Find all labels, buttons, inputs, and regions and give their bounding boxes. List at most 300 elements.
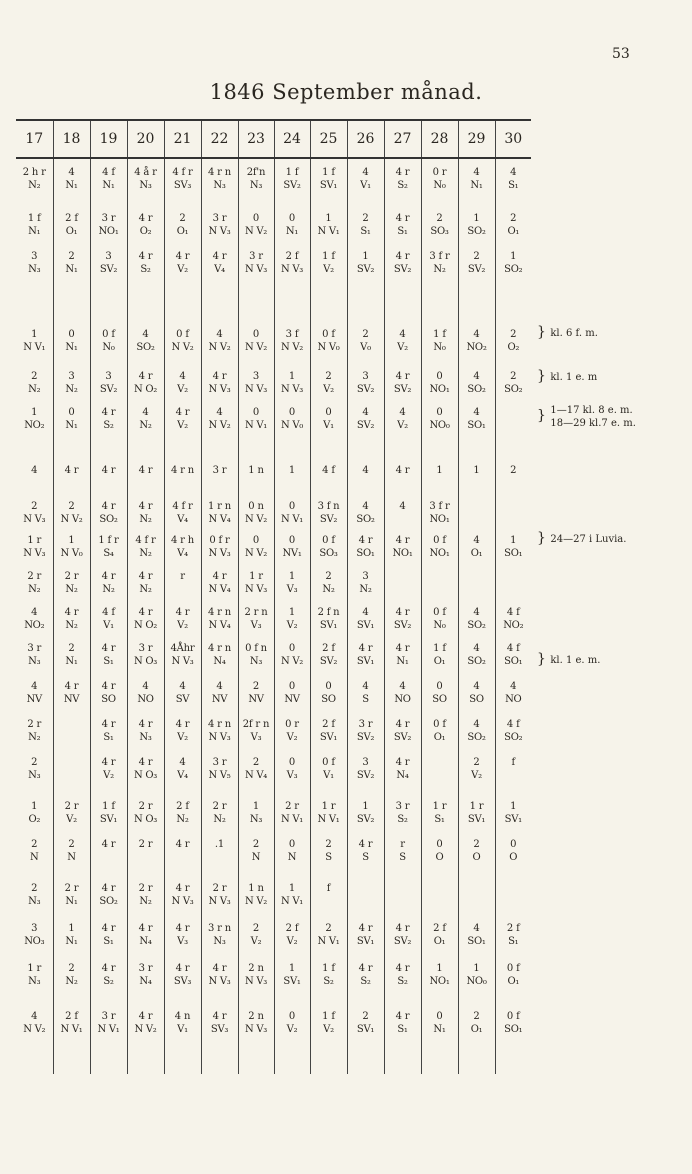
- table-cell: [421, 404, 458, 462]
- table-cell: [53, 754, 90, 798]
- wind-direction: N₂: [139, 896, 152, 907]
- table-cell: [458, 960, 495, 1008]
- table-cell: [310, 326, 347, 368]
- table-cell: [347, 498, 384, 532]
- weather-reading: 2 r: [64, 801, 79, 812]
- table-cell: [384, 210, 421, 248]
- wind-direction: O₁: [507, 976, 520, 987]
- table-row: [16, 158, 531, 210]
- table-row: [16, 404, 531, 462]
- weather-reading: 2: [325, 839, 332, 850]
- weather-reading: 4 r: [138, 501, 153, 512]
- wind-direction: V₂: [177, 264, 188, 275]
- table-row: [16, 326, 531, 368]
- table-row: [16, 640, 531, 678]
- wind-direction: N V₁: [317, 226, 340, 237]
- weather-reading: 0 f: [322, 329, 335, 340]
- weather-reading: 2 n: [248, 963, 264, 974]
- table-cell: [310, 462, 347, 498]
- wind-direction: V₄: [177, 770, 188, 781]
- table-cell: [347, 798, 384, 836]
- table-cell: [90, 1008, 127, 1074]
- table-cell: [53, 836, 90, 880]
- table-cell: [495, 920, 531, 960]
- weather-reading: 2f'n: [246, 167, 266, 178]
- wind-direction: V₀: [360, 342, 371, 353]
- wind-direction: N₃: [213, 180, 226, 191]
- weather-reading: 2 f: [65, 213, 78, 224]
- wind-direction: N₂: [322, 584, 335, 595]
- table-cell: [164, 798, 201, 836]
- wind-direction: O: [472, 852, 481, 863]
- table-cell: [274, 960, 310, 1008]
- weather-reading: 4 r: [101, 883, 116, 894]
- weather-reading: 3 r n: [208, 923, 231, 934]
- table-cell: [384, 960, 421, 1008]
- wind-direction: N₂: [139, 420, 152, 431]
- wind-direction: N V₁: [245, 420, 267, 431]
- weather-reading: 2 f: [506, 923, 520, 934]
- wind-direction: N₃: [249, 814, 263, 825]
- weather-reading: 1: [473, 465, 480, 476]
- table-cell: [127, 368, 164, 404]
- wind-direction: O₂: [139, 226, 152, 237]
- table-cell: [310, 678, 347, 716]
- weather-reading: 1: [68, 535, 75, 546]
- wind-direction: N V₁: [97, 1024, 120, 1035]
- table-cell: [238, 404, 274, 462]
- weather-reading: 4 r: [395, 757, 410, 768]
- table-cell: [127, 498, 164, 532]
- weather-reading: 3 r: [212, 757, 227, 768]
- wind-direction: V₂: [286, 936, 298, 947]
- table-cell: [16, 754, 53, 798]
- wind-direction: SV₂: [356, 732, 375, 743]
- weather-reading: 3 r: [138, 643, 153, 654]
- table-cell: [347, 404, 384, 462]
- weather-reading: 2 r: [64, 571, 79, 582]
- table-cell: [127, 880, 164, 920]
- wind-direction: SO₁: [467, 420, 486, 431]
- table-cell: [201, 960, 238, 1008]
- wind-direction: [422, 769, 458, 783]
- table-cell: [421, 716, 458, 754]
- brace-icon: }: [537, 651, 551, 667]
- weather-reading: 3 r: [358, 719, 373, 730]
- wind-direction: SV₁: [356, 1024, 375, 1035]
- weather-reading: 4 r: [101, 643, 116, 654]
- weather-reading: 4 r: [358, 643, 373, 654]
- weather-reading: 1 f: [322, 251, 335, 262]
- wind-direction: NO: [505, 694, 522, 705]
- wind-direction: SV₁: [319, 180, 338, 191]
- wind-direction: [311, 477, 347, 491]
- wind-direction: N₁: [102, 180, 115, 191]
- wind-direction: NO₁: [98, 226, 119, 237]
- weather-reading: 1: [288, 571, 296, 582]
- weather-reading: 1: [288, 883, 296, 894]
- weather-reading: [385, 883, 421, 895]
- wind-direction: SO: [101, 694, 116, 705]
- wind-direction: V₂: [177, 420, 188, 431]
- wind-direction: NO: [394, 694, 411, 705]
- wind-direction: SV₂: [356, 384, 375, 395]
- weather-reading: 1: [473, 963, 480, 974]
- weather-reading: 4: [473, 407, 480, 418]
- table-cell: [127, 248, 164, 326]
- brace-icon: }: [537, 324, 551, 340]
- table-cell: [274, 404, 310, 462]
- wind-direction: S₂: [397, 976, 408, 987]
- weather-reading: 4 r: [138, 465, 153, 476]
- wind-direction: SO₂: [467, 732, 486, 743]
- table-cell: [421, 368, 458, 404]
- weather-reading: 4 f r: [135, 535, 156, 546]
- wind-direction: [311, 895, 347, 909]
- table-cell: [16, 678, 53, 716]
- table-cell: [458, 920, 495, 960]
- weather-reading: 3: [105, 371, 112, 382]
- wind-direction: N₂: [28, 180, 41, 191]
- table-row: [16, 798, 531, 836]
- table-cell: [16, 326, 53, 368]
- table-cell: [16, 404, 53, 462]
- weather-reading: r: [180, 571, 185, 582]
- table-cell: [53, 532, 90, 568]
- wind-direction: S₁: [397, 1024, 408, 1035]
- weather-reading: 4: [473, 167, 480, 178]
- margin-note-line: kl. 6 f. m.: [550, 328, 598, 339]
- wind-direction: SV₁: [319, 732, 338, 743]
- weather-reading: 0: [252, 329, 260, 340]
- weather-reading: 4 r: [212, 371, 227, 382]
- day-header: 23: [238, 120, 274, 158]
- wind-direction: SV₁: [283, 976, 301, 987]
- weather-reading: 2: [436, 213, 443, 224]
- table-cell: [421, 1008, 458, 1074]
- weather-reading: 1 r: [469, 801, 484, 812]
- table-cell: [458, 640, 495, 678]
- weather-reading: [496, 883, 532, 895]
- table-cell: [238, 568, 274, 604]
- weather-reading: 2: [473, 757, 480, 768]
- weather-reading: 4 r: [175, 963, 190, 974]
- table-cell: [238, 368, 274, 404]
- table-cell: [495, 368, 531, 404]
- weather-reading: 0: [436, 371, 443, 382]
- weather-table: [16, 119, 531, 1074]
- wind-direction: V₂: [323, 384, 334, 395]
- weather-reading: 3 r: [212, 213, 227, 224]
- weather-reading: 2 f: [176, 801, 189, 812]
- weather-reading: 4 r n: [208, 719, 231, 730]
- table-cell: [384, 532, 421, 568]
- table-cell: [201, 158, 238, 210]
- table-cell: [238, 462, 274, 498]
- table-cell: [310, 640, 347, 678]
- table-cell: [495, 532, 531, 568]
- wind-direction: NO₂: [503, 620, 524, 631]
- wind-direction: N₂: [102, 584, 115, 595]
- wind-direction: N V₃: [23, 548, 46, 559]
- table-cell: [347, 880, 384, 920]
- weather-reading: 0: [288, 681, 296, 692]
- wind-direction: [422, 895, 458, 909]
- weather-reading: 0: [288, 213, 296, 224]
- table-cell: [384, 568, 421, 604]
- wind-direction: S₁: [434, 814, 445, 825]
- weather-reading: 0: [436, 1011, 443, 1022]
- wind-direction: [54, 477, 90, 491]
- wind-direction: N V₁: [281, 896, 303, 907]
- table-cell: [201, 1008, 238, 1074]
- wind-direction: SV₂: [393, 264, 412, 275]
- wind-direction: S₂: [360, 976, 371, 987]
- wind-direction: SV₂: [393, 732, 412, 743]
- wind-direction: V₁: [323, 770, 334, 781]
- table-cell: [421, 568, 458, 604]
- wind-direction: SV₃: [173, 976, 192, 987]
- table-cell: [421, 960, 458, 1008]
- weather-reading: 4 r: [212, 571, 227, 582]
- weather-reading: 4: [31, 681, 38, 692]
- table-cell: [310, 604, 347, 640]
- table-cell: [384, 498, 421, 532]
- weather-reading: [422, 883, 458, 895]
- table-cell: [90, 798, 127, 836]
- table-cell: [201, 568, 238, 604]
- table-cell: [53, 880, 90, 920]
- table-cell: [421, 462, 458, 498]
- wind-direction: N V₁: [281, 514, 303, 525]
- wind-direction: O₂: [507, 342, 520, 353]
- weather-reading: 2 f: [285, 251, 299, 262]
- weather-reading: 4: [510, 681, 517, 692]
- table-cell: [127, 462, 164, 498]
- table-cell: [238, 920, 274, 960]
- wind-direction: NO₀: [466, 976, 487, 987]
- table-cell: [164, 960, 201, 1008]
- weather-reading: 4 r: [358, 963, 373, 974]
- weather-reading: 4 r: [101, 963, 116, 974]
- weather-reading: 2 r: [138, 883, 153, 894]
- table-cell: [347, 326, 384, 368]
- weather-reading: 0: [288, 643, 296, 654]
- day-header: 22: [201, 120, 238, 158]
- table-cell: [53, 960, 90, 1008]
- wind-direction: N₁: [433, 1024, 446, 1035]
- weather-reading: 1 n: [248, 465, 264, 476]
- wind-direction: V₄: [177, 514, 188, 525]
- weather-reading: 1: [288, 963, 296, 974]
- table-cell: [90, 210, 127, 248]
- table-cell: [310, 210, 347, 248]
- table-cell: [53, 920, 90, 960]
- table-cell: [90, 326, 127, 368]
- table-row: [16, 1008, 531, 1074]
- wind-direction: [165, 851, 201, 865]
- table-cell: [310, 498, 347, 532]
- table-cell: [164, 678, 201, 716]
- wind-direction: V₂: [323, 264, 334, 275]
- table-row: [16, 498, 531, 532]
- table-cell: [310, 158, 347, 210]
- weather-reading: 4 r: [395, 167, 410, 178]
- weather-reading: 0 f: [506, 1011, 520, 1022]
- wind-direction: NV: [284, 694, 300, 705]
- weather-reading: 1: [473, 213, 480, 224]
- weather-reading: 0: [252, 407, 260, 418]
- weather-reading: 0: [436, 681, 443, 692]
- wind-direction: V₂: [286, 620, 298, 631]
- wind-direction: N O₃: [134, 770, 157, 781]
- table-cell: [201, 880, 238, 920]
- wind-direction: [385, 895, 421, 909]
- weather-reading: 2: [179, 213, 186, 224]
- table-cell: [347, 248, 384, 326]
- weather-reading: 2 r: [138, 839, 153, 850]
- table-cell: [127, 716, 164, 754]
- table-cell: [495, 880, 531, 920]
- table-cell: [53, 716, 90, 754]
- table-cell: [164, 640, 201, 678]
- table-cell: [274, 568, 310, 604]
- weather-reading: 4 r: [358, 535, 373, 546]
- wind-direction: N₂: [28, 384, 41, 395]
- table-row: [16, 532, 531, 568]
- wind-direction: N V₃: [245, 584, 267, 595]
- weather-reading: 4 r: [175, 883, 190, 894]
- weather-reading: 4 r: [395, 213, 410, 224]
- wind-direction: N V₁: [60, 1024, 83, 1035]
- weather-reading: 4: [473, 643, 480, 654]
- table-cell: [384, 158, 421, 210]
- weather-reading: 4: [473, 535, 480, 546]
- table-cell: [421, 604, 458, 640]
- table-cell: [495, 836, 531, 880]
- table-cell: [347, 678, 384, 716]
- weather-reading: [459, 501, 495, 513]
- table-cell: [201, 498, 238, 532]
- wind-direction: S₁: [103, 656, 114, 667]
- wind-direction: SO₁: [504, 656, 523, 667]
- table-cell: [201, 920, 238, 960]
- weather-reading: 2 r: [27, 719, 42, 730]
- weather-reading: 4: [142, 407, 149, 418]
- table-cell: [458, 210, 495, 248]
- table-row: [16, 462, 531, 498]
- weather-reading: 4 r h: [171, 535, 194, 546]
- table-cell: [16, 462, 53, 498]
- wind-direction: N V₂: [208, 420, 231, 431]
- table-cell: [495, 248, 531, 326]
- day-header: 18: [53, 120, 90, 158]
- table-cell: [495, 640, 531, 678]
- table-cell: [421, 920, 458, 960]
- day-header: 25: [310, 120, 347, 158]
- weather-reading: 4: [179, 681, 186, 692]
- table-cell: [238, 880, 274, 920]
- weather-reading: 4 f: [506, 719, 520, 730]
- table-cell: [127, 640, 164, 678]
- table-cell: [274, 640, 310, 678]
- table-cell: [458, 498, 495, 532]
- table-cell: [53, 798, 90, 836]
- wind-direction: N V₃: [245, 264, 267, 275]
- weather-reading: 2 f: [433, 923, 446, 934]
- table-cell: [384, 1008, 421, 1074]
- wind-direction: N₁: [65, 656, 78, 667]
- table-cell: [310, 568, 347, 604]
- weather-reading: 0: [325, 407, 332, 418]
- wind-direction: [16, 477, 53, 491]
- weather-reading: 4 r: [358, 923, 373, 934]
- weather-reading: [422, 757, 458, 769]
- table-cell: [274, 798, 310, 836]
- table-cell: [495, 604, 531, 640]
- weather-reading: 4: [68, 167, 75, 178]
- wind-direction: N₄: [139, 976, 152, 987]
- wind-direction: SO₁: [467, 936, 486, 947]
- weather-reading: 3 f n: [317, 501, 340, 512]
- table-cell: [164, 158, 201, 210]
- weather-reading: 2: [68, 501, 75, 512]
- wind-direction: [496, 477, 532, 491]
- wind-direction: N₃: [139, 180, 152, 191]
- wind-direction: N₂: [213, 814, 226, 825]
- table-cell: [384, 716, 421, 754]
- weather-reading: 2 f: [65, 1011, 78, 1022]
- table-row: [16, 678, 531, 716]
- weather-reading: 1: [510, 535, 517, 546]
- table-cell: [458, 716, 495, 754]
- weather-reading: 4 r: [64, 465, 79, 476]
- wind-direction: V₂: [66, 814, 77, 825]
- wind-direction: SO: [432, 694, 447, 705]
- wind-direction: N V₂: [245, 514, 267, 525]
- table-cell: [458, 604, 495, 640]
- weather-reading: f: [511, 757, 515, 768]
- weather-reading: 0: [288, 535, 296, 546]
- wind-direction: N V₀: [60, 548, 83, 559]
- table-cell: [201, 754, 238, 798]
- margin-note: [537, 532, 626, 546]
- table-cell: [274, 920, 310, 960]
- wind-direction: [496, 895, 532, 909]
- wind-direction: N₃: [28, 976, 41, 987]
- table-cell: [16, 498, 53, 532]
- weather-reading: 4 r: [138, 719, 153, 730]
- wind-direction: [459, 583, 495, 597]
- wind-direction: N V₃: [208, 732, 231, 743]
- table-cell: [201, 462, 238, 498]
- table-cell: [164, 404, 201, 462]
- margin-note: [537, 404, 636, 430]
- wind-direction: N₂: [65, 384, 78, 395]
- wind-direction: SV₁: [504, 814, 522, 825]
- weather-reading: 4 r: [138, 757, 153, 768]
- weather-reading: 1 r: [27, 963, 42, 974]
- day-header: 26: [347, 120, 384, 158]
- table-cell: [164, 754, 201, 798]
- weather-reading: 2: [31, 501, 38, 512]
- table-cell: [274, 462, 310, 498]
- wind-direction: SV₃: [173, 180, 192, 191]
- wind-direction: N: [251, 852, 261, 863]
- wind-direction: N₂: [65, 584, 78, 595]
- weather-reading: 1: [510, 251, 517, 262]
- table-cell: [90, 568, 127, 604]
